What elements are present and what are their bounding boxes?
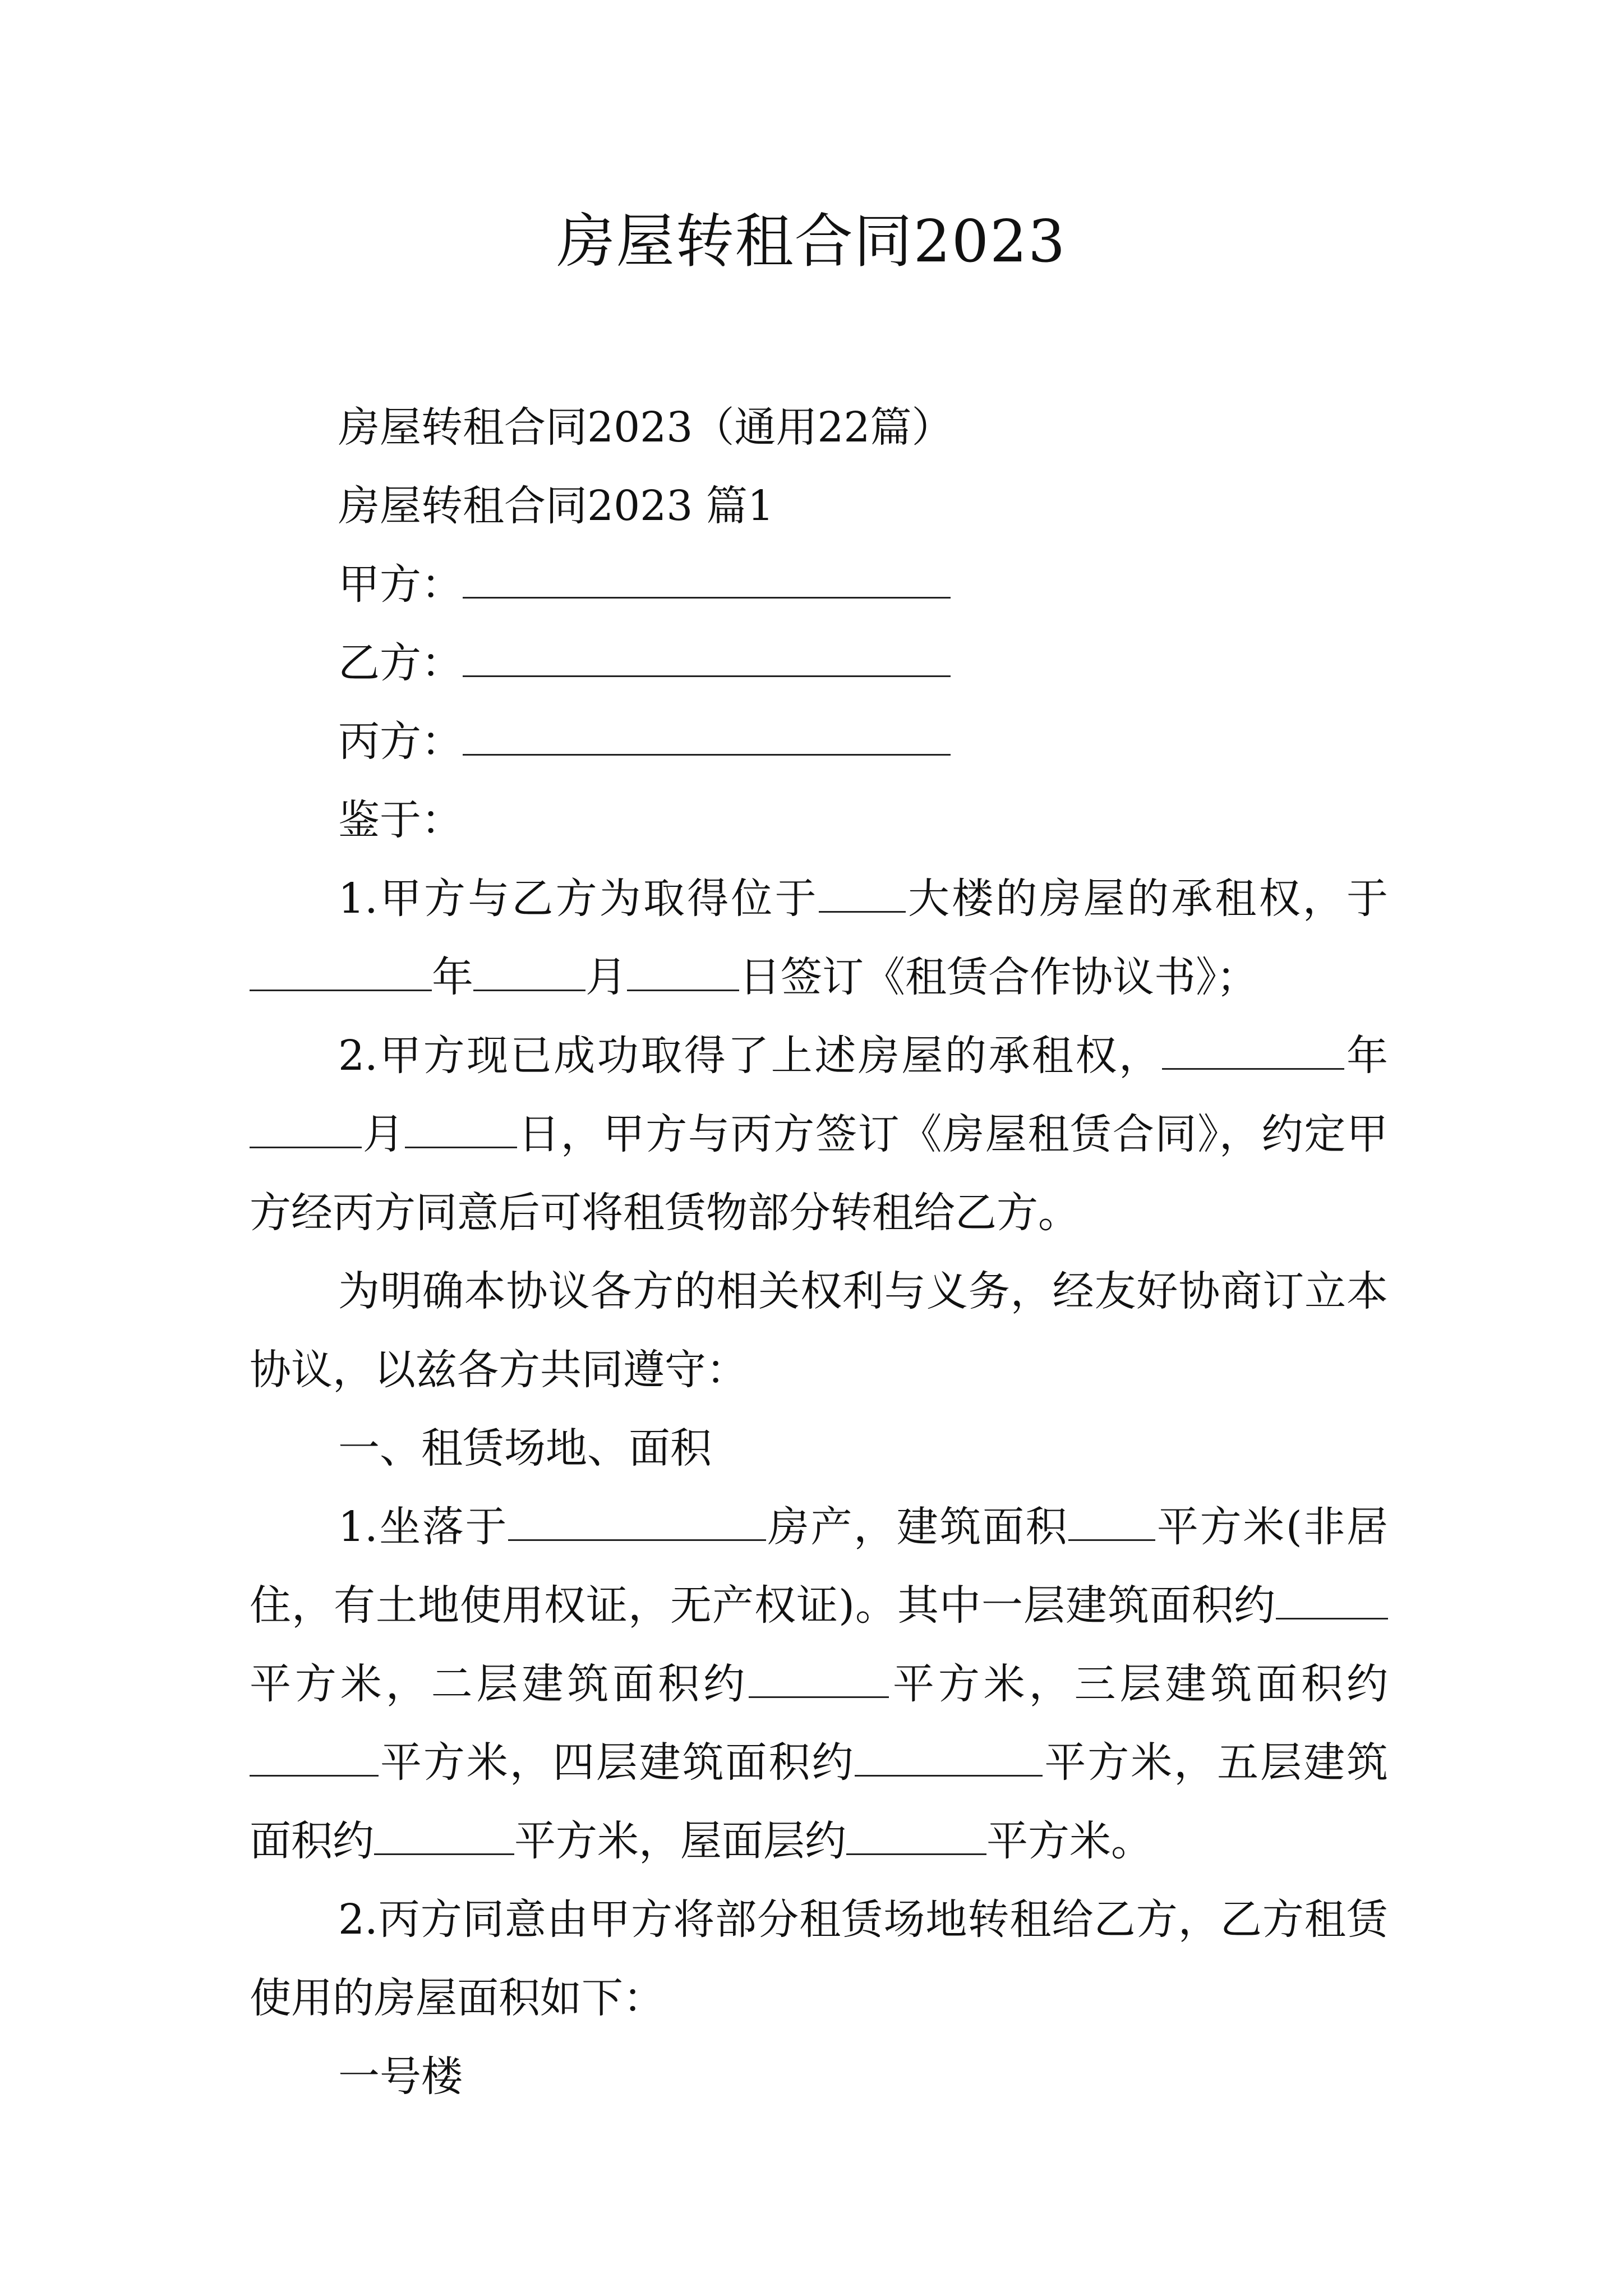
clause-2 — [250, 1016, 1388, 1252]
area-text-f: 平方米，四层建筑面积约 — [379, 1738, 855, 1787]
party-b-blank — [463, 636, 951, 677]
party-b-label: 乙方： — [338, 639, 463, 687]
month-blank — [250, 1107, 362, 1148]
clause-2-text-d: 日，甲方与丙方签订《房屋租赁合同》，约定甲方经丙方同意后可将租赁物部分转租给乙方。 — [250, 1110, 1389, 1237]
roof-area-blank — [846, 1814, 986, 1855]
whereas-label: 鉴于： — [338, 796, 463, 844]
clause-1 — [250, 859, 1388, 1016]
party-c-line — [250, 702, 1388, 781]
building-1-label: 一号楼 — [338, 2053, 463, 2101]
subtitle: 房屋转租合同2023（通用22篇） — [338, 403, 953, 452]
floor-4-area-blank — [855, 1736, 1043, 1777]
party-a-blank — [463, 558, 951, 599]
area-text-c: 平方米(非居住，有土地使用权证，无产权证)。其中一层建筑面积约 — [250, 1503, 1389, 1630]
location-blank — [508, 1500, 766, 1541]
document-title: 房屋转租合同2023 — [556, 207, 1067, 275]
area-text-e: 平方米，三层建筑面积约 — [889, 1660, 1388, 1708]
area-text-b: 房产，建筑面积 — [766, 1503, 1069, 1551]
clause-1-text-a: 1.甲方与乙方为取得位于 — [338, 875, 819, 923]
month-blank — [473, 950, 585, 991]
day-blank — [627, 950, 739, 991]
party-a-label: 甲方： — [338, 560, 463, 609]
clause-1-text-c: 年 — [432, 953, 473, 1001]
area-text-i: 平方米。 — [986, 1817, 1152, 1865]
section-title: 房屋转租合同2023 篇1 — [338, 482, 774, 530]
day-blank — [405, 1107, 517, 1148]
floor-3-area-blank — [250, 1736, 379, 1777]
clause-1-text-b: 大楼的房屋的承租权，于 — [905, 875, 1389, 923]
area-text-g: 平方米，五层建筑面积约 — [250, 1738, 1389, 1865]
party-c-label: 丙方： — [338, 717, 463, 766]
year-blank — [1162, 1029, 1344, 1070]
area-text-a: 1.坐落于 — [338, 1503, 509, 1551]
heading-1: 一、租赁场地、面积 — [338, 1424, 712, 1473]
clause-2-text-c: 月 — [362, 1110, 405, 1158]
purpose-paragraph: 为明确本协议各方的相关权利与义务，经友好协商订立本协议，以兹各方共同遵守： — [250, 1267, 1388, 1394]
area-text-h: 平方米，屋面层约 — [514, 1817, 846, 1865]
area-text-d: 平方米，二层建筑面积约 — [250, 1660, 749, 1708]
clause-1-text-d: 月 — [585, 953, 627, 1001]
building-blank — [819, 872, 906, 913]
party-a-line — [250, 545, 1388, 624]
clause-2-text-a: 2.甲方现已成功取得了上述房屋的承租权， — [338, 1032, 1163, 1080]
sublease-paragraph: 2.丙方同意由甲方将部分租赁场地转租给乙方，乙方租赁使用的房屋面积如下： — [250, 1895, 1388, 2022]
party-b-line — [250, 624, 1388, 702]
clause-1-text-e: 日签订《租赁合作协议书》； — [739, 953, 1258, 1001]
total-area-blank — [1068, 1500, 1155, 1541]
clause-2-text-b: 年 — [1344, 1032, 1389, 1080]
floor-1-area-blank — [1276, 1579, 1388, 1619]
document-body — [250, 388, 1388, 2116]
year-blank — [250, 950, 432, 991]
floor-2-area-blank — [749, 1657, 889, 1698]
floor-5-area-blank — [374, 1814, 514, 1855]
party-c-blank — [463, 715, 951, 756]
area-paragraph — [250, 1488, 1388, 1880]
